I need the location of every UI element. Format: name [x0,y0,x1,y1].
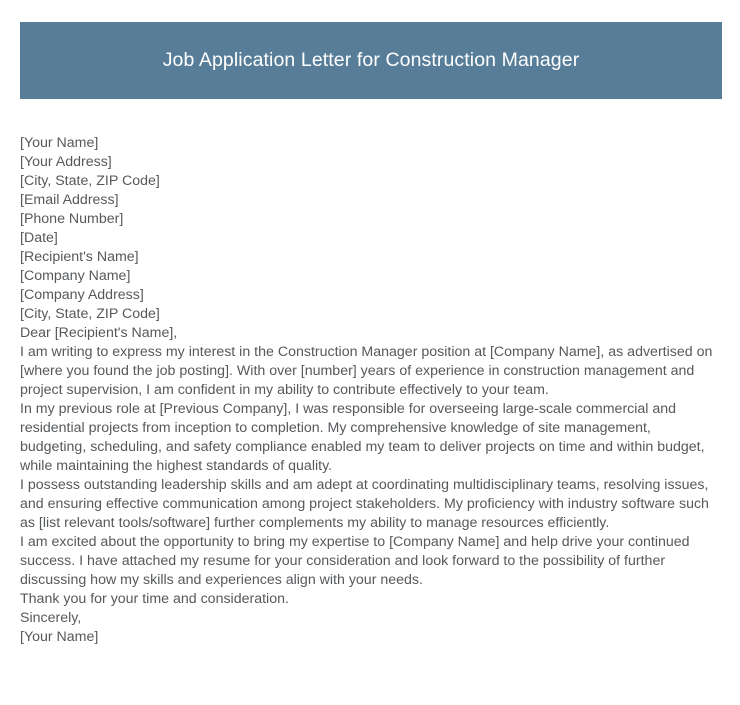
body-paragraph: I am excited about the opportunity to bring my expertise to [Company Name] and help drive your continued success. I have attached my resume for your consideration and look forward to the possibility of further discussing how my skills and experiences align with your needs. [20,534,690,588]
address-line: [Your Name] [20,135,99,151]
address-line: [Recipient's Name] [20,249,139,265]
signature-line: [Your Name] [20,629,99,645]
address-line: [Your Address] [20,154,112,170]
address-line: [Phone Number] [20,211,124,227]
address-line: [Company Name] [20,268,131,284]
address-line: [City, State, ZIP Code] [20,306,160,322]
address-line: [City, State, ZIP Code] [20,173,160,189]
address-line: [Date] [20,230,58,246]
address-line: [Email Address] [20,192,119,208]
page-title: Job Application Letter for Construction Manager [162,48,580,71]
body-paragraph: In my previous role at [Previous Company], I was responsible for overseeing large-scale commercial and residential projects from inception to completion. My comprehensive knowledge of site management, budgeting, scheduling, and safety compliance enabled my team to deliver projects on time and within budget, while maintaining the highest standards of quality. [20,401,705,474]
letter-header-banner [20,22,722,99]
body-paragraph: I am writing to express my interest in the Construction Manager position at [Company Name], as advertised on [where you found the job posting]. With over [number] years of experience in construction management and project supervision, I am confident in my ability to contribute effectively to your team. [20,344,713,398]
body-paragraph: I possess outstanding leadership skills and am adept at coordinating multidisciplinary teams, resolving issues, and ensuring effective communication among project stakeholders. My proficiency with industry software such as [list relevant tools/software] further complements my ability to manage resources efficiently. [20,477,709,531]
letter-body [20,134,714,647]
address-line: [Company Address] [20,287,144,303]
closing-line: Sincerely, [20,610,82,626]
salutation: Dear [Recipient's Name], [20,325,178,341]
sender-recipient-block [20,134,714,324]
thank-you-line: Thank you for your time and consideration. [20,591,289,607]
